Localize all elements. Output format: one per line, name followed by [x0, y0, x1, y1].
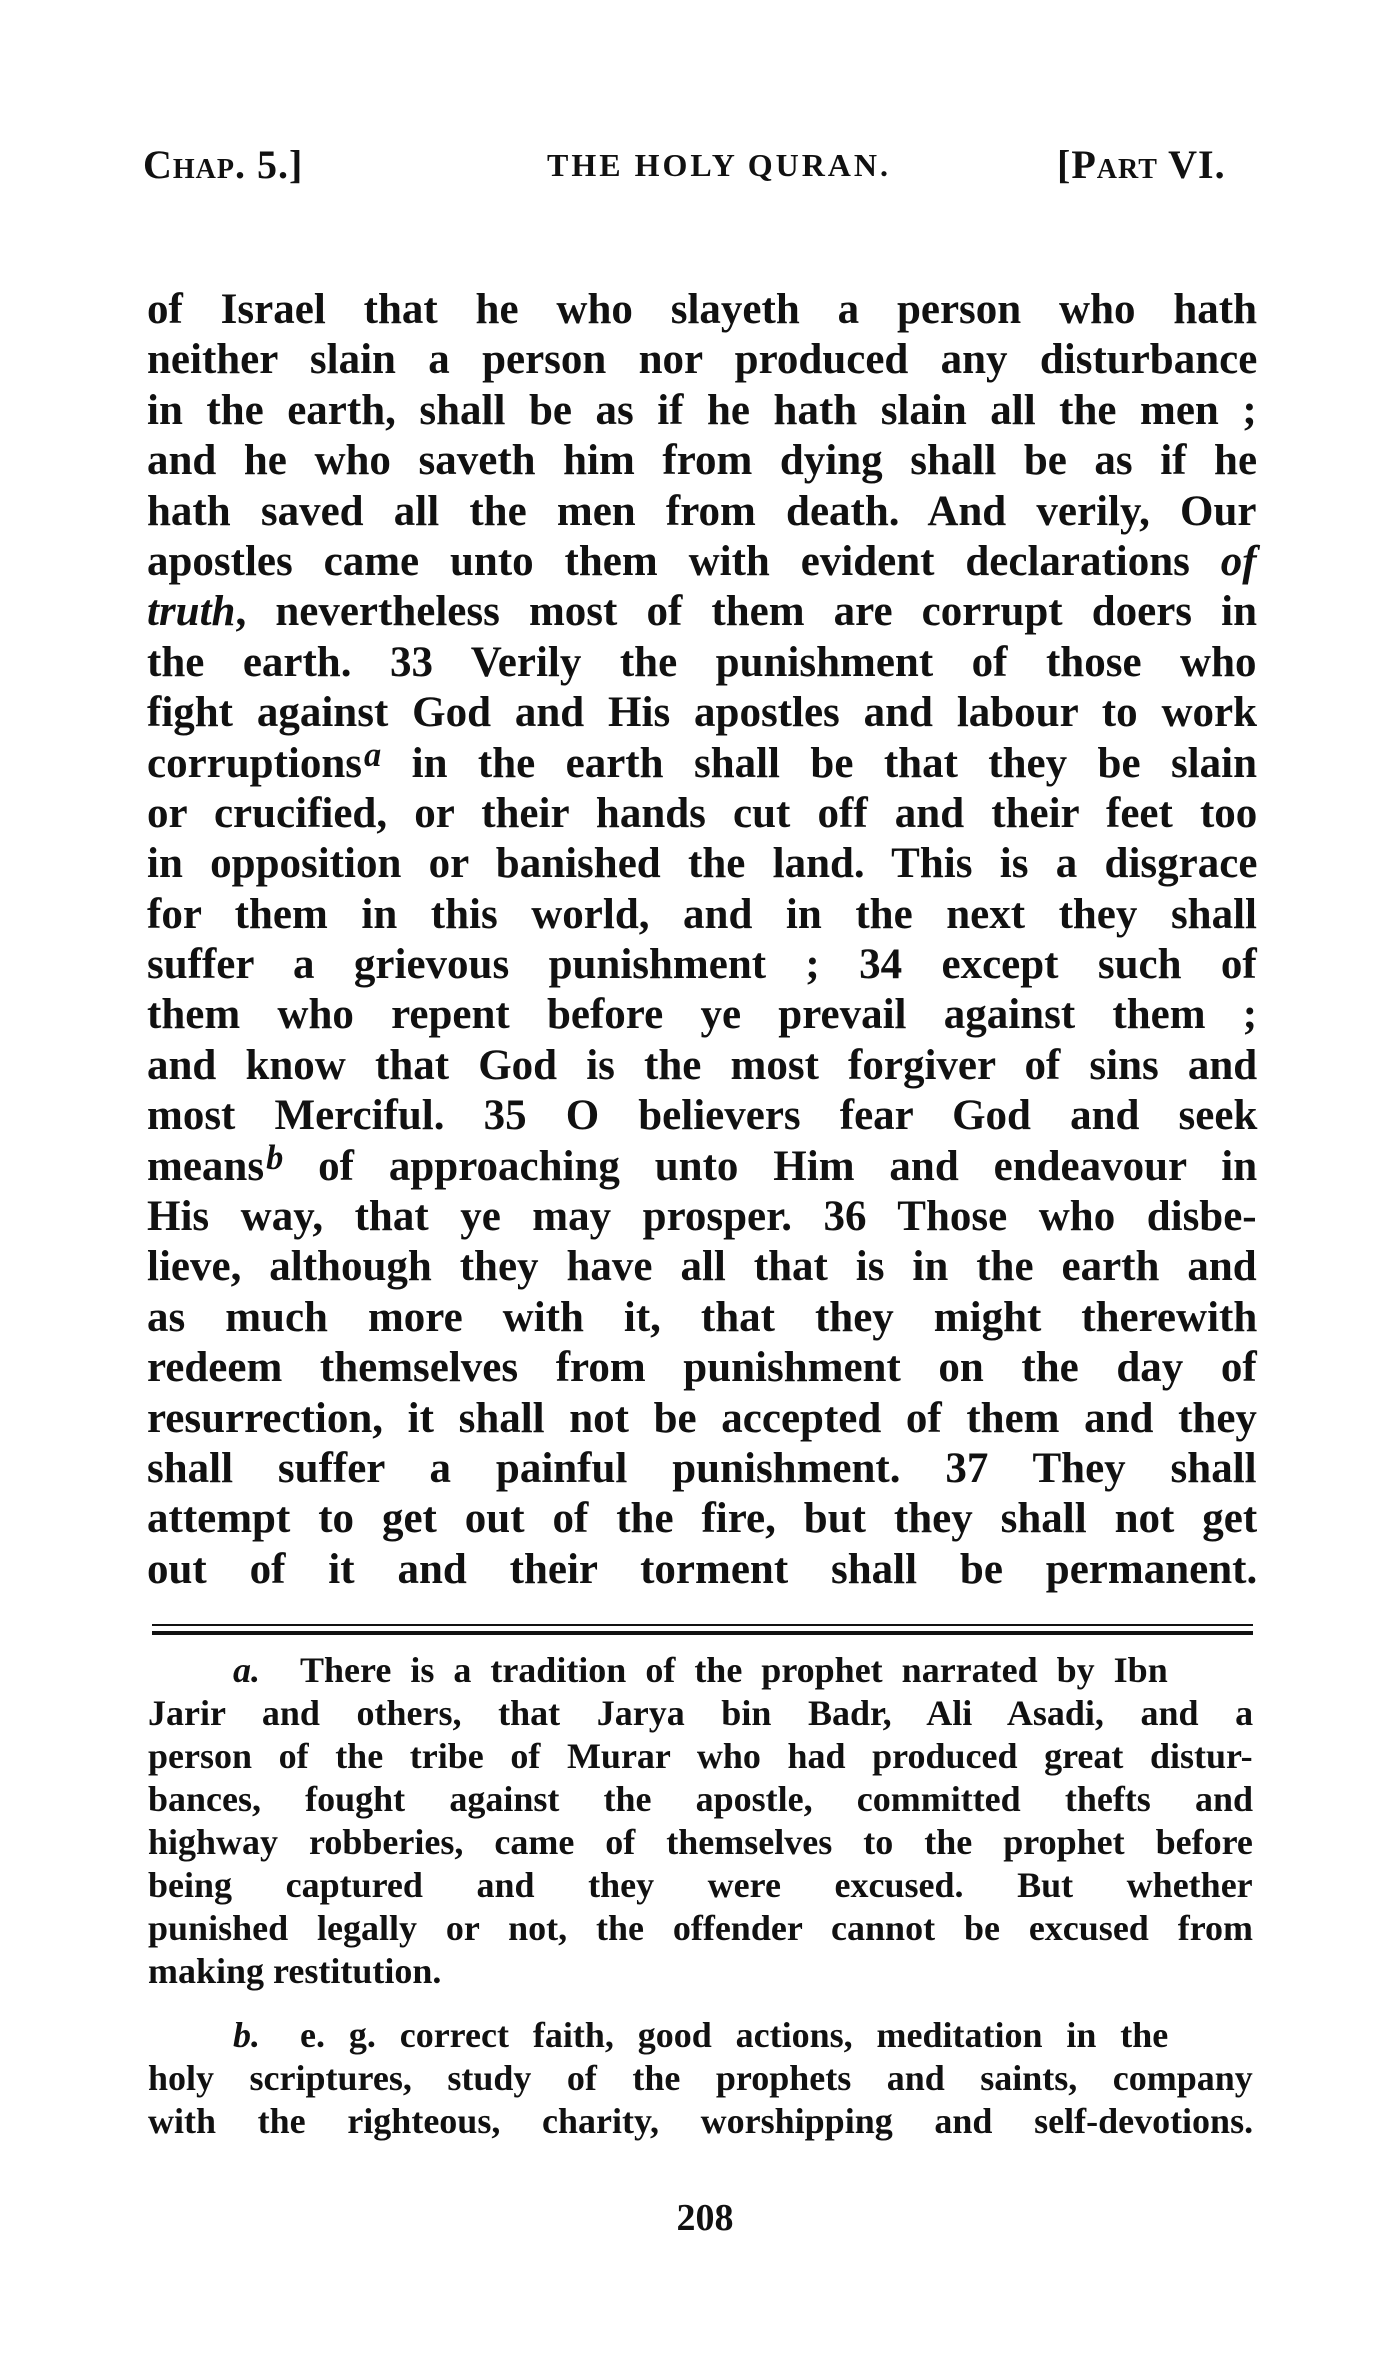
running-header-chapter: Chap. 5.]: [143, 142, 304, 187]
running-header-title: THE HOLY QURAN.: [547, 147, 892, 183]
text-line: [147, 1242, 1257, 1292]
text-segment: attempt to get out of the fire, but they shall not get: [147, 1495, 1258, 1543]
text-segment: of Israel that he who slayeth a person who hath: [147, 286, 1258, 333]
text-segment: or crucified, or their hands cut off and their feet too: [147, 789, 1258, 837]
footnote-separator-thin: [152, 1624, 1253, 1626]
text-segment: neither slain a person nor produced any disturbance: [147, 336, 1258, 384]
italic-text: of: [1220, 537, 1257, 585]
footnote-text: person of the tribe of Murar who had produced great distur-: [148, 1736, 1253, 1776]
text-segment: shall suffer a painful punishment. 37 They shall: [147, 1444, 1257, 1492]
page-number: 208: [676, 2197, 734, 2239]
text-segment: as much more with it, that they might therewith: [147, 1293, 1258, 1341]
text-segment: in opposition or banished the land. This is a disgrace: [147, 840, 1258, 888]
text-segment: redeem themselves from punishment on the day of: [147, 1344, 1257, 1392]
text-line: [147, 638, 1257, 688]
footnote-b: [148, 2014, 1253, 2143]
footnote-text: There is a tradition of the prophet narrated by Ibn: [300, 1650, 1168, 1690]
footnote-reference: a: [364, 736, 382, 775]
footnote-line: [148, 1778, 1253, 1821]
text-segment: them who repent before ye prevail against them ;: [147, 991, 1258, 1039]
text-line: [147, 990, 1257, 1040]
footnote-text: bances, fought against the apostle, committed thefts and: [148, 1779, 1253, 1819]
footnote-a: [148, 1649, 1253, 1993]
text-line: [147, 537, 1257, 587]
text-segment: most Merciful. 35 O believers fear God and seek: [147, 1092, 1258, 1140]
text-segment: apostles came unto them with evident declarations: [147, 537, 1221, 585]
text-segment: corruptions: [147, 739, 362, 787]
text-line: [147, 386, 1257, 436]
text-line: [147, 285, 1257, 335]
text-line: [147, 1394, 1257, 1444]
footnote-separator-thick: [152, 1631, 1253, 1635]
text-line: [147, 1545, 1257, 1595]
footnote-text: e. g. correct faith, good actions, meditation in the: [300, 2015, 1169, 2055]
footnote-line: [148, 1864, 1253, 1907]
text-segment: hath saved all the men from death. And verily, Our: [147, 487, 1257, 535]
text-segment: in the earth shall be that they be slain: [381, 739, 1257, 787]
text-line: [147, 587, 1257, 637]
text-line: [147, 487, 1257, 537]
text-segment: lieve, although they have all that is in the earth and: [147, 1243, 1257, 1291]
text-line: [147, 736, 1257, 789]
text-line: [147, 1293, 1257, 1343]
footnote-text: making restitution.: [148, 1951, 442, 1991]
text-line: [147, 335, 1257, 385]
footnote-mark: b.: [233, 2015, 260, 2055]
text-segment: His way, that ye may prosper. 36 Those who disbe-: [147, 1193, 1257, 1241]
text-segment: suffer a grievous punishment ; 34 except such of: [147, 941, 1257, 989]
text-segment: in the earth, shall be as if he hath slain all the men ;: [147, 386, 1257, 434]
footnote-line: [148, 1950, 1253, 1993]
italic-text: truth: [147, 588, 236, 636]
text-segment: for them in this world, and in the next they shall: [147, 890, 1257, 938]
text-line: [147, 1041, 1257, 1091]
text-segment: the earth. 33 Verily the punishment of those who: [147, 638, 1257, 686]
text-segment: , nevertheless most of them are corrupt doers in: [235, 588, 1258, 636]
footnote-line: [148, 1692, 1253, 1735]
text-line: [147, 1091, 1257, 1141]
footnote-line: [148, 2014, 1253, 2057]
footnote-text: being captured and they were excused. But whether: [148, 1865, 1253, 1905]
footnote-line: [148, 2100, 1253, 2143]
text-segment: and he who saveth him from dying shall be as if he: [147, 437, 1258, 485]
text-line: [147, 1139, 1258, 1192]
footnote-mark: a.: [233, 1650, 260, 1690]
main-text: [147, 285, 1257, 1595]
text-line: [147, 436, 1257, 486]
text-line: [147, 1494, 1257, 1544]
footnote-line: [148, 1821, 1253, 1864]
footnote-text: Jarir and others, that Jarya bin Badr, Ali Asadi, and a: [148, 1693, 1254, 1733]
footnote-text: punished legally or not, the offender cannot be excused from: [148, 1908, 1254, 1948]
text-line: [147, 1192, 1257, 1242]
text-line: [147, 688, 1257, 738]
text-line: [147, 839, 1257, 889]
footnote-line: [148, 1735, 1253, 1778]
running-header-part: [Part VI.: [1057, 142, 1226, 187]
text-line: [147, 1343, 1257, 1393]
footnote-reference: b: [266, 1139, 284, 1178]
footnote-line: [148, 2057, 1253, 2100]
text-line: [147, 789, 1257, 839]
footnote-text: holy scriptures, study of the prophets and saints, company: [148, 2058, 1253, 2098]
text-line: [147, 940, 1257, 990]
text-segment: and know that God is the most forgiver of sins and: [147, 1041, 1258, 1089]
text-segment: resurrection, it shall not be accepted of them and they: [147, 1394, 1257, 1442]
text-line: [147, 1444, 1257, 1494]
text-segment: fight against God and His apostles and labour to work: [147, 689, 1258, 737]
footnote-text: highway robberies, came of themselves to the prophet before: [148, 1822, 1253, 1862]
footnote-line: [148, 1649, 1253, 1692]
text-segment: means: [147, 1142, 265, 1190]
text-line: [147, 890, 1257, 940]
text-segment: out of it and their torment shall be permanent.: [147, 1545, 1258, 1593]
text-segment: of approaching unto Him and endeavour in: [283, 1142, 1258, 1190]
footnote-text: with the righteous, charity, worshipping and self-devotions.: [148, 2101, 1254, 2141]
footnote-line: [148, 1907, 1253, 1950]
